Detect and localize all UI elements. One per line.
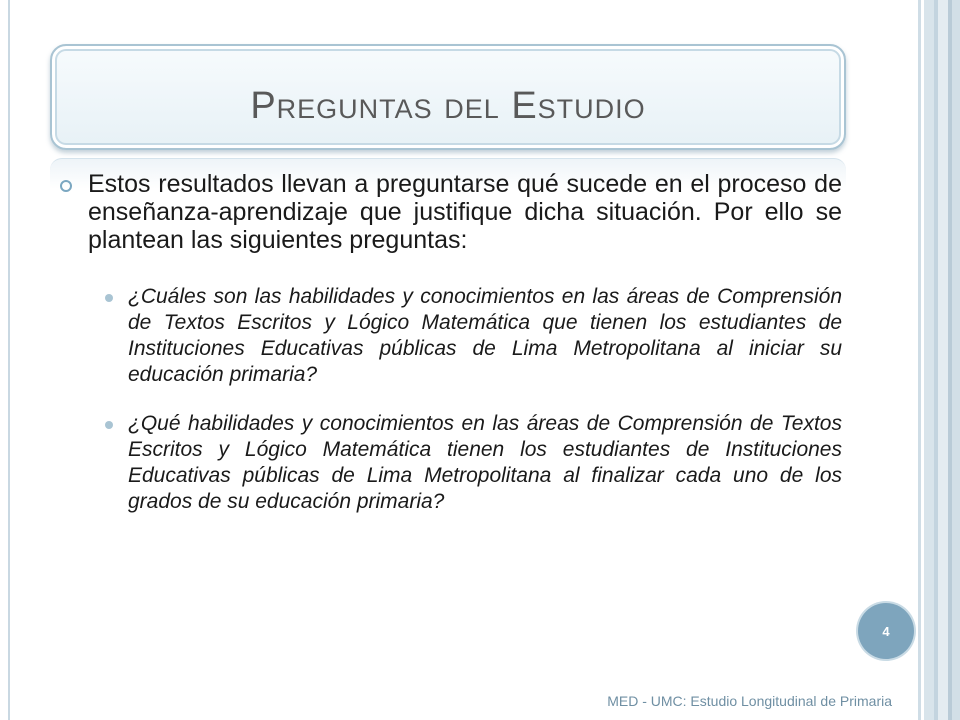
sub-bullet-text: ¿Qué habilidades y conocimientos en las áreas de Comprensión de Textos Escritos y Lógico Matemática tienen los estudiantes de Instituciones Educativas públicas de Lima Metropolitana al finalizar cada uno de los grados de su educación primaria? xyxy=(128,412,842,513)
left-border-line xyxy=(8,0,10,720)
main-bullet-text: Estos resultados llevan a preguntarse qué sucede en el proceso de enseñanza-aprendizaje que justifique dicha situación. Por ello se plantean las siguientes preguntas: xyxy=(88,170,842,254)
page-number-badge xyxy=(858,603,914,659)
right-decorative-stripes xyxy=(912,0,960,720)
slide-title: Preguntas del Estudio xyxy=(250,85,646,127)
main-bullet xyxy=(60,170,842,254)
title-box xyxy=(50,44,846,150)
page-number: 4 xyxy=(882,623,890,639)
ring-bullet-icon xyxy=(60,180,72,192)
sub-bullet xyxy=(105,284,842,388)
sub-bullet-list xyxy=(105,284,842,515)
dot-bullet-icon xyxy=(105,421,113,429)
footer-text: MED - UMC: Estudio Longitudinal de Primaria xyxy=(607,693,892,709)
content-area xyxy=(60,170,842,538)
dot-bullet-icon xyxy=(105,294,113,302)
sub-bullet-text: ¿Cuáles son las habilidades y conocimientos en las áreas de Comprensión de Textos Escritos y Lógico Matemática que tienen los estudiantes de Instituciones Educativas públicas de Lima Metropolitana al iniciar su educación primaria? xyxy=(128,285,842,386)
sub-bullet xyxy=(105,411,842,515)
